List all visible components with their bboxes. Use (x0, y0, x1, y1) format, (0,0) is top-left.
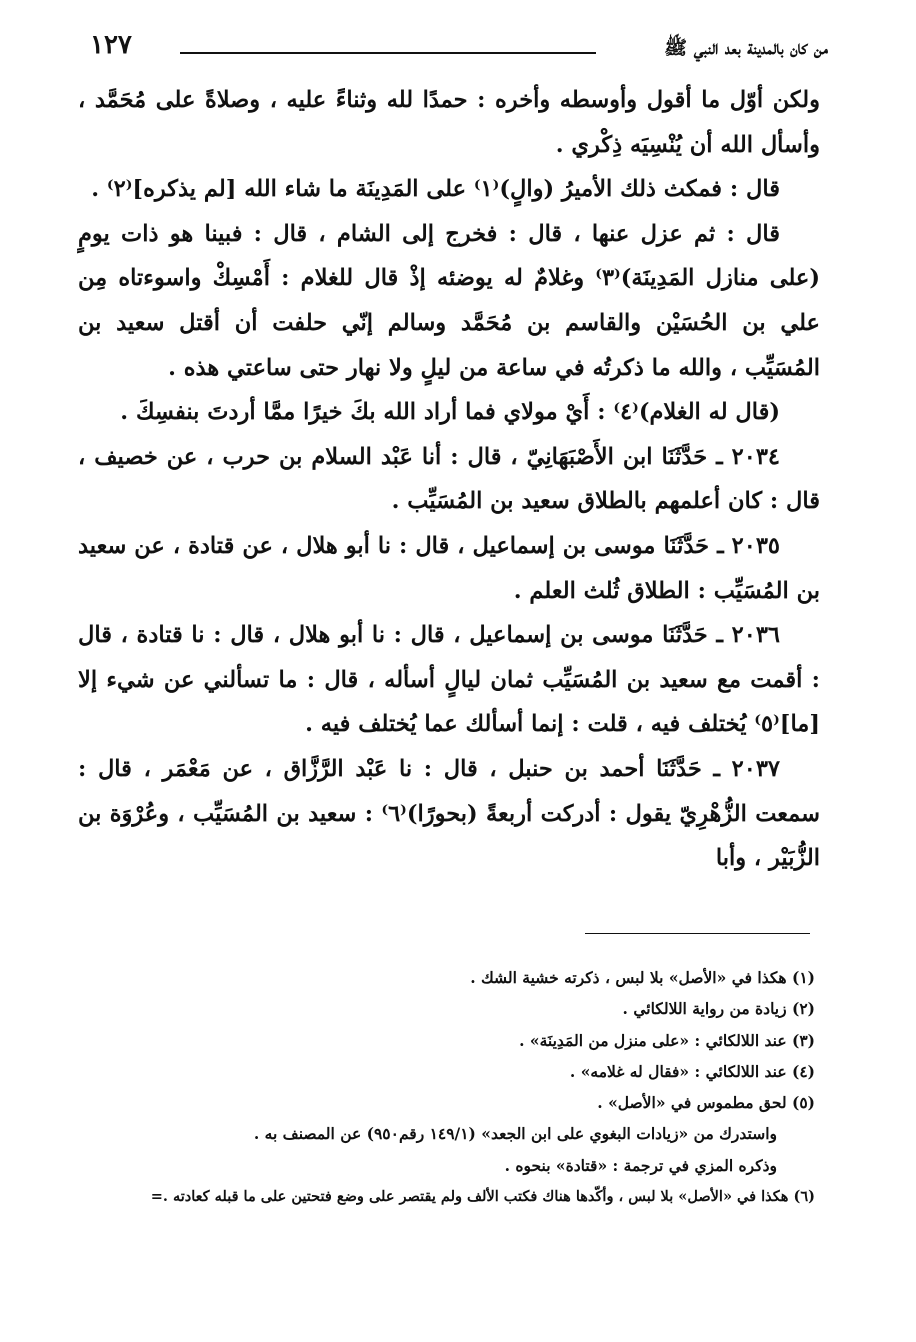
footnote-divider (585, 933, 810, 934)
footnote-3: (٣) عند اللالكائي : «على منزل من المَدِينَة» . (519, 1030, 815, 1050)
paragraph: ولكن أوّل ما أقول وأوسطه وأخره : حمدًا لله وثناءً عليه ، وصلاةً على مُحَمَّد ، وأسأل الله أن يُنْسِيَه ذِكْري . (78, 87, 820, 158)
paragraph: قال : ثم عزل عنها ، قال : فخرج إلى الشام ، قال : فبينا هو ذات يومٍ (على منازل المَدِينَة)⁽٣⁾ وغلامٌ له يوضئه إذْ قال للغلام : أَمْسِكْ واسوءتاه مِن علي بن الحُسَيْن والقاسم بن مُحَمَّد وسالم إنّي حلفت أن أقتل سعيد بن المُسَيِّب ، والله ما ذكرتُه في ساعة من ليلٍ ولا نهار حتى ساعتي هذه . (78, 220, 820, 381)
footnotes (30, 962, 815, 1212)
hadith-2037: ٢٠٣٧ ـ حَدَّثَنَا أحمد بن حنبل ، قال : نا عَبْد الرَّزَّاق ، عن مَعْمَر ، قال : سمعت الزُّهْرِيّ يقول : أدركت أربعةً (بحورًا)⁽٦⁾ : سعيد بن المُسَيِّب ، وعُرْوَة بن الزُّبَيْر ، وأبا (78, 755, 820, 872)
footnote-5: (٥) لحق مطموس في «الأصل» . (597, 1093, 815, 1113)
page-number: ١٢٧ (90, 30, 132, 60)
page-header (90, 30, 828, 70)
hadith-2034: ٢٠٣٤ ـ حَدَّثَنَا ابن الأَصْبَهَانِيّ ، قال : أنا عَبْد السلام بن حرب ، عن خصيف ، قال : كان أعلمهم بالطلاق سعيد بن المُسَيِّب . (78, 443, 820, 515)
hadith-2035: ٢٠٣٥ ـ حَدَّثَنَا موسى بن إسماعيل ، قال : نا أبو هلال ، عن قتادة ، عن سعيد بن المُسَيِّب : الطلاق ثُلث العلم . (78, 532, 820, 604)
hadith-2036: ٢٠٣٦ ـ حَدَّثَنَا موسى بن إسماعيل ، قال : نا أبو هلال ، قال : نا قتادة ، قال : أقمت مع سعيد بن المُسَيِّب ثمان ليالٍ أسأله ، قال : ما تسألني عن شيء إلا [ما]⁽٥⁾ يُختلف فيه ، قلت : إنما أسألك عما يُختلف فيه . (78, 622, 820, 738)
main-text (78, 78, 820, 881)
running-title: من كان بالمدينة بعد النبي ﷺ (664, 37, 828, 59)
footnote-1: (١) هكذا في «الأصل» بلا لبس ، ذكرته خشية الشك . (470, 968, 815, 987)
paragraph: (قال له الغلام)⁽٤⁾ : أَيْ مولاي فما أراد الله بكَ خيرًا ممَّا أردتَ بنفسِكَ . (120, 399, 780, 426)
footnote-5-continuation: واستدرك من «زيادات البغوي على ابن الجعد» (١٤٩/١ رقم٩٥٠) عن المصنف به . (253, 1124, 777, 1144)
footnote-2: (٢) زيادة من رواية اللالكائي . (622, 999, 815, 1019)
footnote-6: (٦) هكذا في «الأصل» بلا لبس ، وأكّدها هناك فكتب الألف ولم يقتصر على وضع فتحتين على ما قبله كعادته .= (150, 1188, 815, 1206)
footnote-4: (٤) عند اللالكائي : «فقال له غلامه» . (569, 1061, 815, 1081)
footnote-5-continuation: وذكره المزي في ترجمة : «قتادة» بنحوه . (504, 1155, 777, 1175)
paragraph: قال : فمكث ذلك الأميرُ (والٍ)⁽١⁾ على المَدِينَة ما شاء الله [لم يذكره]⁽٢⁾ . (91, 176, 780, 203)
header-rule (180, 52, 596, 54)
